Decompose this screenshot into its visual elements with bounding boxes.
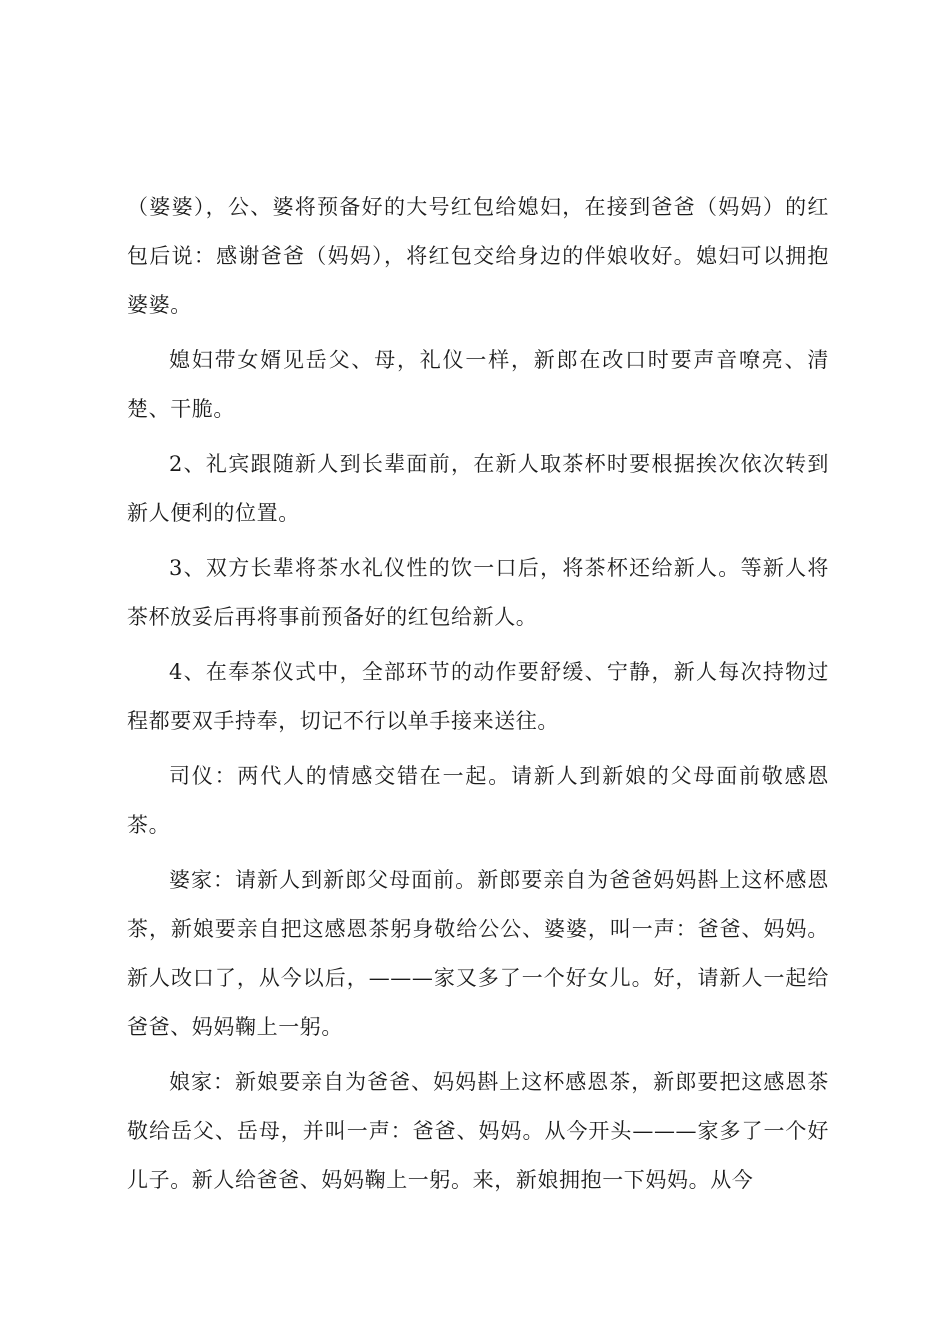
paragraph-7: 婆家：请新人到新郎父母面前。新郎要亲自为爸爸妈妈斟上这杯感恩茶，新娘要亲自把这感恩茶躬身敬给公公、婆婆，叫一声：爸爸、妈妈。新人改口了，从今以后，———家又多了一个好女儿。好，请新人一起给爸爸、妈妈鞠上一躬。: [127, 868, 829, 1039]
paragraph-5: 4、在奉茶仪式中，全部环节的动作要舒缓、宁静，新人每次持物过程都要双手持奉，切记不行以单手接来送往。: [127, 660, 829, 733]
paragraph-6: 司仪：两代人的情感交错在一起。请新人到新娘的父母面前敬感恩茶。: [127, 764, 829, 837]
document-body: [127, 183, 829, 1205]
paragraph-3: 2、礼宾跟随新人到长辈面前，在新人取茶杯时要根据挨次依次转到新人便利的位置。: [127, 452, 829, 525]
paragraph-4: 3、双方长辈将茶水礼仪性的饮一口后，将茶杯还给新人。等新人将茶杯放妥后再将事前预备好的红包给新人。: [127, 556, 829, 629]
paragraph-2: 媳妇带女婿见岳父、母，礼仪一样，新郎在改口时要声音嘹亮、清楚、干脆。: [127, 348, 829, 421]
paragraph-8: 娘家：新娘要亲自为爸爸、妈妈斟上这杯感恩茶，新郎要把这感恩茶敬给岳父、岳母，并叫一声：爸爸、妈妈。从今开头———家多了一个好儿子。新人给爸爸、妈妈鞠上一躬。来，新娘拥抱一下妈妈。从今: [127, 1070, 829, 1192]
paragraph-1: （婆婆），公、婆将预备好的大号红包给媳妇，在接到爸爸（妈妈）的红包后说：感谢爸爸（妈妈），将红包交给身边的伴娘收好。媳妇可以拥抱婆婆。: [127, 195, 829, 317]
